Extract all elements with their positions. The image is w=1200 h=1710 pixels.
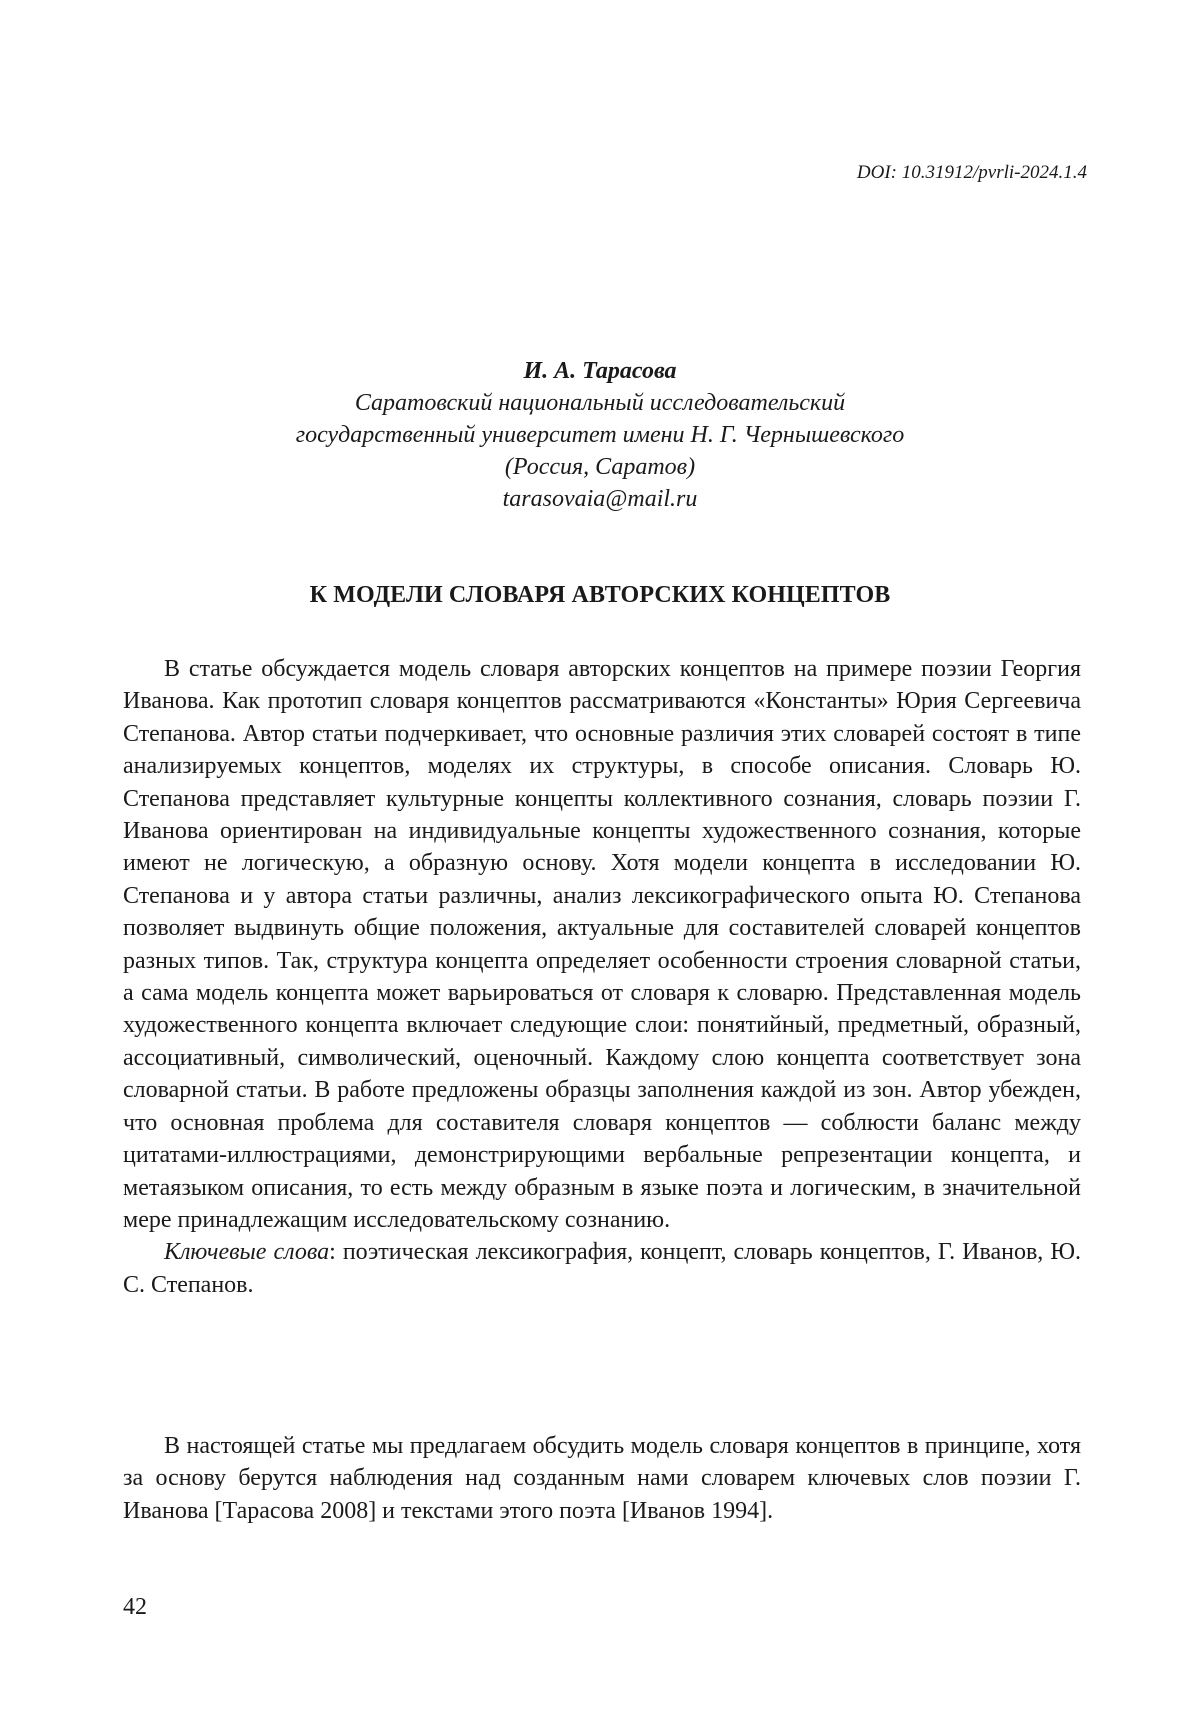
article-title: К МОДЕЛИ СЛОВАРЯ АВТОРСКИХ КОНЦЕПТОВ	[309, 582, 891, 608]
keywords-text: : поэтическая лексикография, концепт, словарь концептов, Г. Иванов, Ю. С. Степанов.	[123, 1239, 1081, 1298]
doi-reference: DOI: 10.31912/pvrli-2024.1.4	[856, 162, 1087, 183]
page-number: 42	[123, 1594, 147, 1620]
author-location: (Россия, Саратов)	[504, 454, 696, 480]
author-block	[120, 355, 1080, 515]
affiliation-line-1: Саратовский национальный исследовательский	[354, 390, 846, 416]
author-email: tarasovaia@mail.ru	[502, 486, 698, 512]
author-name: И. А. Тарасова	[523, 358, 677, 384]
affiliation-line-2: государственный университет имени Н. Г. Чернышевского	[295, 422, 905, 448]
abstract-paragraph: В статье обсуждается модель словаря авторских концептов на примере поэзии Георгия Иванова. Как прототип словаря концептов рассматриваются «Константы» Юрия Сергеевича Степанова. Автор статьи подчеркивает, что основные различия этих словарей состоят в типе анализируемых концептов, моделях их структуры, в способе описания. Словарь Ю. Степанова представляет культурные концепты коллективного сознания, словарь поэзии Г. Иванова ориентирован на индивидуальные концепты художественного сознания, которые имеют не логическую, а образную основу. Хотя модели концепта в исследовании Ю. Степанова и у автора статьи различны, анализ лексикографического опыта Ю. Степанова позволяет выдвинуть общие положения, актуальные для составителей словарей концептов разных типов. Так, структура концепта определяет особенности строения словарной статьи, а сама модель концепта может варьироваться от словаря к словарю. Представленная модель художественного концепта включает следующие слои: понятийный, предметный, образный, ассоциативный, символический, оценочный. Каждому слою концепта соответствует зона словарной статьи. В работе предложены образцы заполнения каждой из зон. Автор убежден, что основная проблема для составителя словаря концептов — соблюсти баланс между цитатами-иллюстрациями, демонстрирующими вербальные репрезентации концепта, и метаязыком описания, то есть между образным в языке поэта и логическим, в значительной мере принадлежащим исследовательскому сознанию.	[123, 656, 1081, 1233]
body-section	[123, 1430, 1081, 1527]
keywords-paragraph	[123, 1236, 1081, 1301]
body-paragraph: В настоящей статье мы предлагаем обсудить модель словаря концептов в принципе, хотя за основу берутся наблюдения над созданным нами словарем ключевых слов поэзии Г. Иванова [Тарасова 2008] и текстами этого поэта [Иванов 1994].	[123, 1433, 1081, 1524]
abstract-section	[123, 653, 1081, 1301]
keywords-label: Ключевые слова	[164, 1239, 330, 1266]
